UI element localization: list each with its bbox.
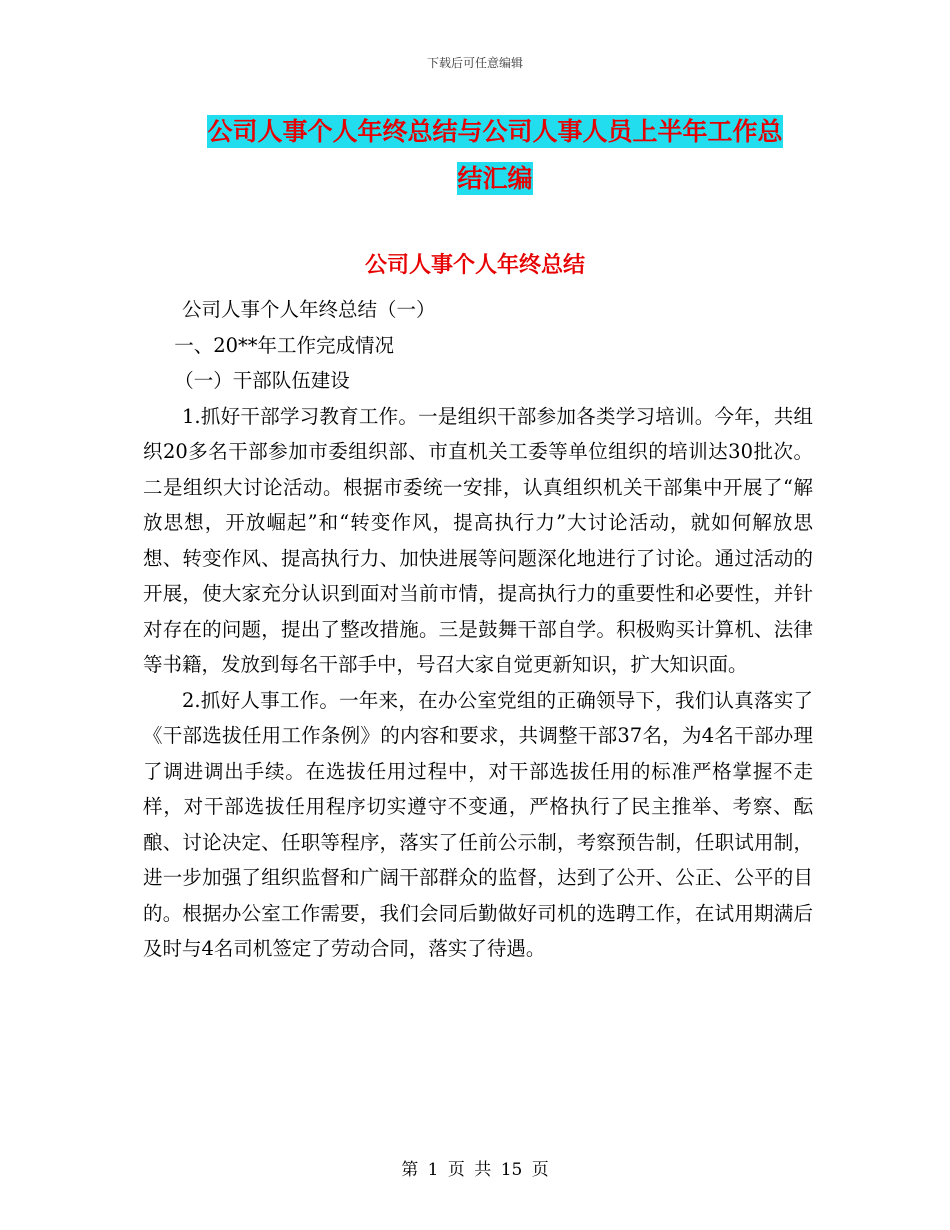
subtitle-paragraph: 公司人事个人年终总结（一） [182, 298, 436, 321]
heading-paragraph: 一、20**年工作完成情况 [174, 333, 395, 357]
document-title [170, 108, 820, 202]
body-paragraph: 1.抓好干部学习教育工作。一是组织干部参加各类学习培训。今年，共组织20多名干部参加市委组织部、市直机关工委等单位组织的培训达30批次。二是组织大讨论活动。根据市委统一安排，认真组织机关干部集中开展了“解放思想，开放崛起”和“转变作风，提高执行力”大讨论活动，就如何解放思想、转变作风、提高执行力、加快进展等问题深化地进行了讨论。通过活动的开展，使大家充分认识到面对当前市情，提高执行力的重要性和必要性，并针对存在的问题，提出了整改措施。三是鼓舞干部自学。积极购买计算机、法律等书籍，发放到每名干部手中，号召大家自觉更新知识，扩大知识面。 [143, 404, 813, 676]
body-paragraph: 2.抓好人事工作。一年来，在办公室党组的正确领导下，我们认真落实了《干部选拔任用工作条例》的内容和要求，共调整干部37名，为4名干部办理了调进调出手续。在选拔任用过程中，对干部选拔任用的标准严格掌握不走样，对干部选拔任用程序切实遵守不变通，严格执行了民主推举、考察、酝酿、讨论决定、任职等程序，落实了任前公示制，考察预告制，任职试用制，进一步加强了组织监督和广阔干部群众的监督，达到了公开、公正、公平的目的。根据办公室工作需要，我们会同后勤做好司机的选聘工作，在试用期满后及时与4名司机签定了劳动合同，落实了待遇。 [143, 688, 813, 960]
subheading-paragraph: （一）干部队伍建设 [174, 369, 350, 392]
document-body [143, 292, 813, 967]
document-title-line-1: 公司人事个人年终总结与公司人事人员上半年工作总 [207, 117, 783, 146]
document-title-line-2: 结汇编 [457, 164, 533, 193]
page-footer: 第 1 页 共 15 页 [401, 1160, 549, 1180]
page-header-note: 下载后可任意编辑 [426, 56, 523, 70]
section-title: 公司人事个人年终总结 [364, 253, 585, 278]
